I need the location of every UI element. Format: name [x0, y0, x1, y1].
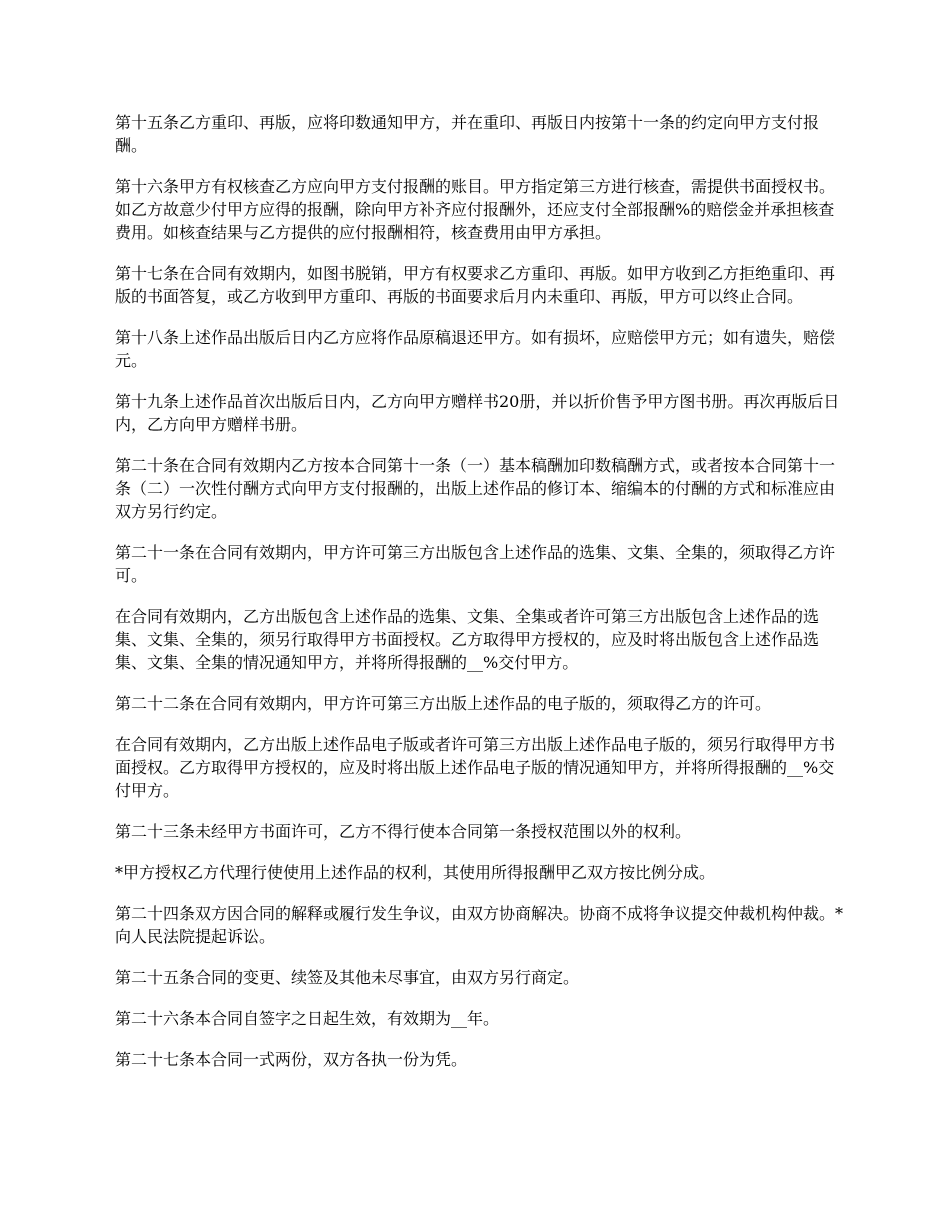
clause-23-paragraph: 第二十三条未经甲方书面许可，乙方不得行使本合同第一条授权范围以外的权利。	[115, 822, 692, 841]
clause-15-paragraph: 第十五条乙方重印、再版，应将印数通知甲方，并在重印、再版日内按第十一条的约定向甲方支付报酬。	[115, 113, 820, 155]
agency-note-paragraph: *甲方授权乙方代理行使使用上述作品的权利，其使用所得报酬甲乙双方按比例分成。	[115, 863, 716, 882]
clause-26-paragraph: 第二十六条本合同自签字之日起生效，有效期为__年。	[115, 1009, 500, 1028]
clause-18-paragraph: 第十八条上述作品出版后日内乙方应将作品原稿退还甲方。如有损坏，应赔偿甲方元；如有遗失，赔偿元。	[115, 328, 836, 370]
clause-17-paragraph: 第十七条在合同有效期内，如图书脱销，甲方有权要求乙方重印、再版。如甲方收到乙方拒绝重印、再版的书面答复，或乙方收到甲方重印、再版的书面要求后月内未重印、再版，甲方可以终止合同。	[115, 264, 836, 306]
clause-22-paragraph: 第二十二条在合同有效期内，甲方许可第三方出版上述作品的电子版的，须取得乙方的许可。	[115, 694, 772, 713]
clause-24-paragraph: 第二十四条双方因合同的解释或履行发生争议，由双方协商解决。协商不成将争议提交仲裁机构仲裁。*向人民法院提起诉讼。	[115, 904, 844, 946]
clause-20-paragraph: 第二十条在合同有效期内乙方按本合同第十一条（一）基本稿酬加印数稿酬方式，或者按本合同第十一条（二）一次性付酬方式向甲方支付报酬的，出版上述作品的修订本、缩编本的付酬的方式和标准应由双方另行约定。	[115, 456, 836, 521]
clause-25-paragraph: 第二十五条合同的变更、续签及其他未尽事宜，由双方另行商定。	[115, 968, 580, 987]
clause-22-continuation-paragraph: 在合同有效期内，乙方出版上述作品电子版或者许可第三方出版上述作品电子版的，须另行取得甲方书面授权。乙方取得甲方授权的，应及时将出版上述作品电子版的情况通知甲方，并将所得报酬的__%交付甲方。	[115, 735, 836, 800]
clause-27-paragraph: 第二十七条本合同一式两份，双方各执一份为凭。	[115, 1050, 468, 1069]
document-page	[115, 111, 850, 1089]
clause-16-paragraph: 第十六条甲方有权核查乙方应向甲方支付报酬的账目。甲方指定第三方进行核查，需提供书面授权书。如乙方故意少付甲方应得的报酬，除向甲方补齐应付报酬外，还应支付全部报酬%的赔偿金并承担核查费用。如核查结果与乙方提供的应付报酬相符，核查费用由甲方承担。	[115, 177, 836, 242]
clause-21-paragraph: 第二十一条在合同有效期内，甲方许可第三方出版包含上述作品的选集、文集、全集的，须取得乙方许可。	[115, 543, 836, 585]
clause-19-paragraph: 第十九条上述作品首次出版后日内，乙方向甲方赠样书20册，并以折价售予甲方图书册。再次再版后日内，乙方向甲方赠样书册。	[115, 392, 840, 434]
clause-21-continuation-paragraph: 在合同有效期内，乙方出版包含上述作品的选集、文集、全集或者许可第三方出版包含上述作品的选集、文集、全集的，须另行取得甲方书面授权。乙方取得甲方授权的，应及时将出版包含上述作品选集、文集、全集的情况通知甲方，并将所得报酬的__%交付甲方。	[115, 607, 820, 672]
